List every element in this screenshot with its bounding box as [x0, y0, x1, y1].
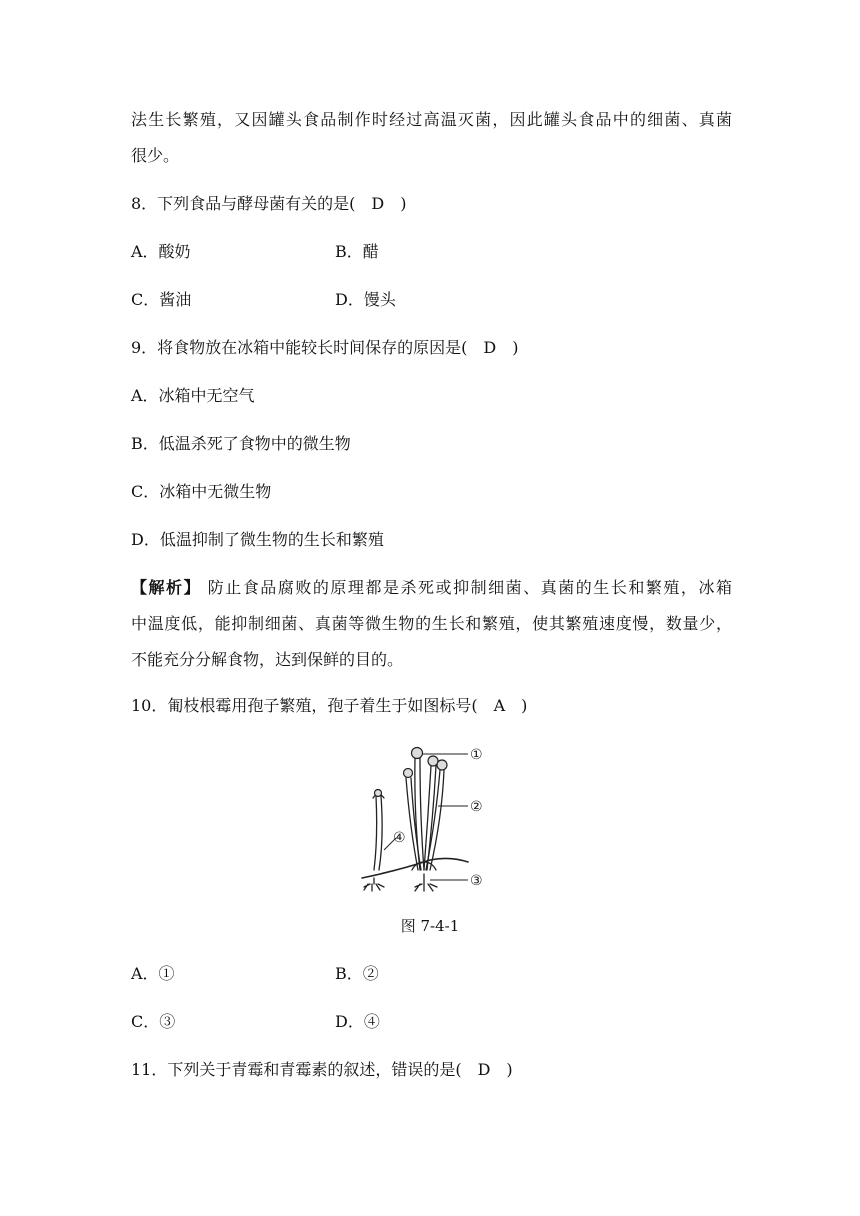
intro-line-1: 法生长繁殖，又因罐头食品制作时经过高温灭菌，因此罐头食品中的细菌、真菌: [131, 110, 732, 129]
question-10-option-b: B．②: [335, 964, 379, 983]
question-8-option-b: B．醋: [335, 242, 379, 261]
question-8-option-d: D．馒头: [335, 290, 396, 309]
figure-label-2: ②: [470, 799, 483, 815]
question-8-option-c: C．酱油: [131, 290, 192, 309]
question-10-stem: 10．匍枝根霉用孢子繁殖，孢子着生于如图标号( A ): [131, 696, 528, 715]
rhizopus-illustration: [360, 738, 500, 893]
question-10-option-a: A．①: [131, 964, 175, 983]
question-10-option-d: D．④: [335, 1012, 380, 1031]
figure-caption: 图 7-4-1: [400, 917, 460, 935]
intro-line-2: 很少。: [131, 146, 180, 165]
question-8-option-a: A．酸奶: [131, 242, 191, 261]
figure-label-3: ③: [470, 873, 483, 889]
question-9-option-c: C．冰箱中无微生物: [131, 482, 272, 501]
analysis-line-1: [131, 578, 732, 598]
question-9-option-b: B．低温杀死了食物中的微生物: [131, 434, 351, 453]
question-8-stem: 8．下列食品与酵母菌有关的是( D ): [131, 194, 407, 213]
figure-label-4: ④: [393, 830, 406, 846]
rhizopus-figure: [360, 738, 500, 893]
analysis-line-2: 中温度低，能抑制细菌、真菌等微生物的生长和繁殖，使其繁殖速度慢，数量少，: [131, 614, 732, 633]
question-10-option-c: C．③: [131, 1012, 176, 1031]
analysis-label: 【解析】: [131, 578, 202, 597]
analysis-line-3: 不能充分分解食物，达到保鲜的目的。: [131, 650, 404, 669]
figure-label-1: ①: [470, 747, 483, 763]
question-9-stem: 9．将食物放在冰箱中能较长时间保存的原因是( D ): [131, 338, 519, 357]
question-9-option-d: D．低温抑制了微生物的生长和繁殖: [131, 530, 384, 549]
question-9-option-a: A．冰箱中无空气: [131, 386, 255, 405]
question-11-stem: 11．下列关于青霉和青霉素的叙述，错误的是( D ): [131, 1060, 513, 1079]
analysis-text-1: 防止食品腐败的原理都是杀死或抑制细菌、真菌的生长和繁殖，冰箱: [201, 578, 732, 597]
